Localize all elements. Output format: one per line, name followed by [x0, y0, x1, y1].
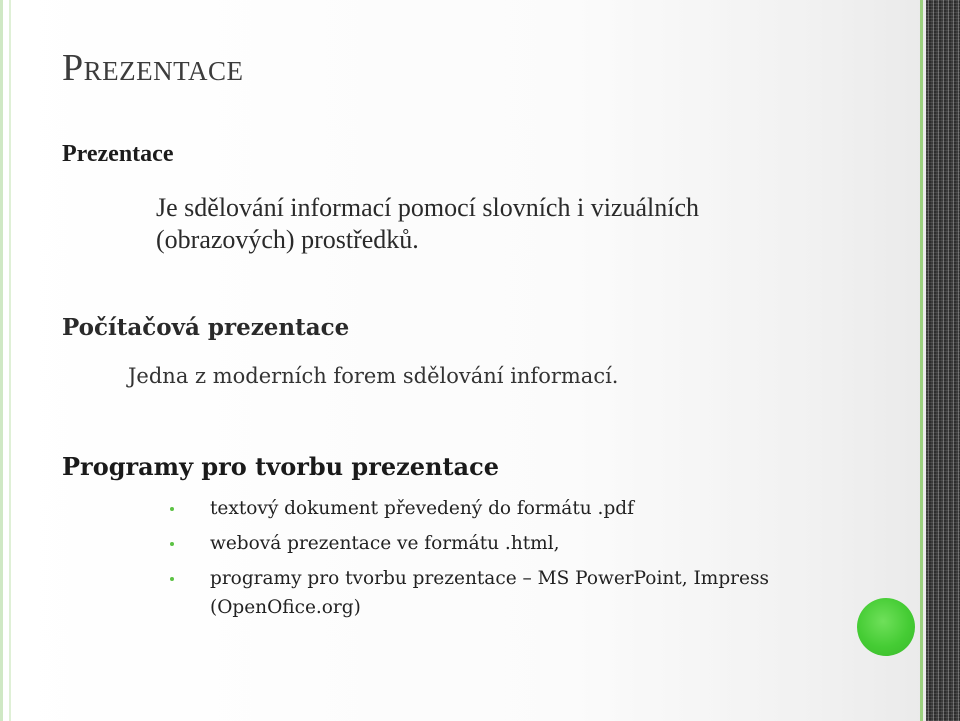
left-decorative-stripe-inner — [9, 0, 11, 721]
right-green-line — [920, 0, 923, 721]
programs-bullet-list — [168, 494, 808, 628]
section-text-prezentace: Je sdělování informací pomocí slovních i vizuálních (obrazových) prostředků. — [156, 193, 699, 254]
list-item-text: textový dokument převedený do formátu .pdf — [210, 498, 634, 519]
slide-title: Prezentace — [62, 47, 244, 89]
list-item — [168, 564, 808, 622]
list-item-text: programy pro tvorbu prezentace – MS PowerPoint, Impress (OpenOfice.org) — [210, 568, 769, 618]
bullet-dot-icon — [170, 507, 174, 511]
list-item — [168, 494, 808, 523]
section-heading-programy: Programy pro tvorbu prezentace — [62, 452, 499, 481]
section-text-pocitacova-prezentace: Jedna z moderních forem sdělování informací. — [128, 364, 619, 388]
left-decorative-stripe — [0, 0, 3, 721]
right-textured-band — [926, 0, 960, 721]
list-item — [168, 529, 808, 558]
bullet-dot-icon — [170, 542, 174, 546]
list-item-text: webová prezentace ve formátu .html, — [210, 533, 560, 554]
section-heading-prezentace: Prezentace — [62, 141, 174, 167]
section-heading-pocitacova-prezentace: Počítačová prezentace — [62, 314, 350, 341]
bullet-dot-icon — [170, 577, 174, 581]
green-circle-decoration — [857, 598, 915, 656]
